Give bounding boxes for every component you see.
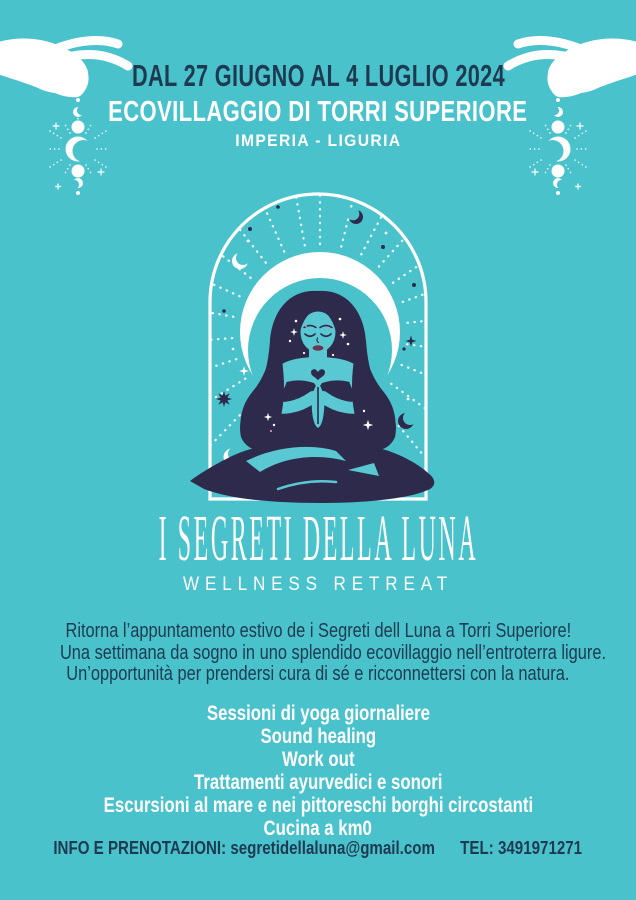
poster-subtitle-text: WELLNESS RETREAT — [182, 574, 454, 595]
event-location-text: IMPERIA - LIGURIA — [234, 131, 402, 150]
intro-line-1: Ritorna l’appuntamento estivo de i Segreti dell Luna a Torri Superiore! — [65, 620, 571, 642]
meditating-woman-svg — [178, 189, 458, 509]
tel-number: 3491971271 — [498, 838, 583, 858]
event-venue-text: ECOVILLAGGIO DI TORRI SUPERIORE — [108, 96, 528, 128]
poster-title — [0, 501, 636, 575]
activity-item: Escursioni al mare e nei pittoreschi borghi circostanti — [103, 794, 533, 817]
info-label: INFO E PRENOTAZIONI: — [53, 838, 227, 858]
activity-item: Sessioni di yoga giornaliere — [206, 702, 430, 725]
event-location — [0, 131, 636, 151]
activity-item: Work out — [281, 748, 355, 771]
poster-title-text: I SEGRETI DELLA LUNA — [158, 501, 478, 575]
contact-email: segretidellaluna@gmail.com — [230, 838, 436, 858]
event-venue — [0, 96, 636, 129]
activity-item: Cucina a km0 — [263, 817, 373, 840]
intro-paragraph — [0, 621, 636, 686]
event-dates — [0, 58, 636, 94]
intro-line-2: Una settimana da sogno in uno splendido ecovillaggio nell’entroterra ligure. — [59, 641, 607, 664]
meditating-woman-illustration — [178, 189, 458, 509]
event-dates-text: DAL 27 GIUGNO AL 4 LUGLIO 2024 — [131, 58, 505, 93]
activity-item: Sound healing — [260, 725, 376, 748]
contact-footer — [0, 838, 636, 859]
activity-item: Trattamenti ayurvedici e sonori — [193, 771, 443, 794]
tel-label: TEL: — [460, 838, 495, 858]
intro-line-3: Un’opportunità per prendersi cura di sé e ricconnettersi con la natura. — [66, 663, 570, 685]
poster-subtitle — [0, 574, 636, 596]
activities-list — [0, 702, 636, 840]
contact-footer-text — [54, 838, 583, 859]
